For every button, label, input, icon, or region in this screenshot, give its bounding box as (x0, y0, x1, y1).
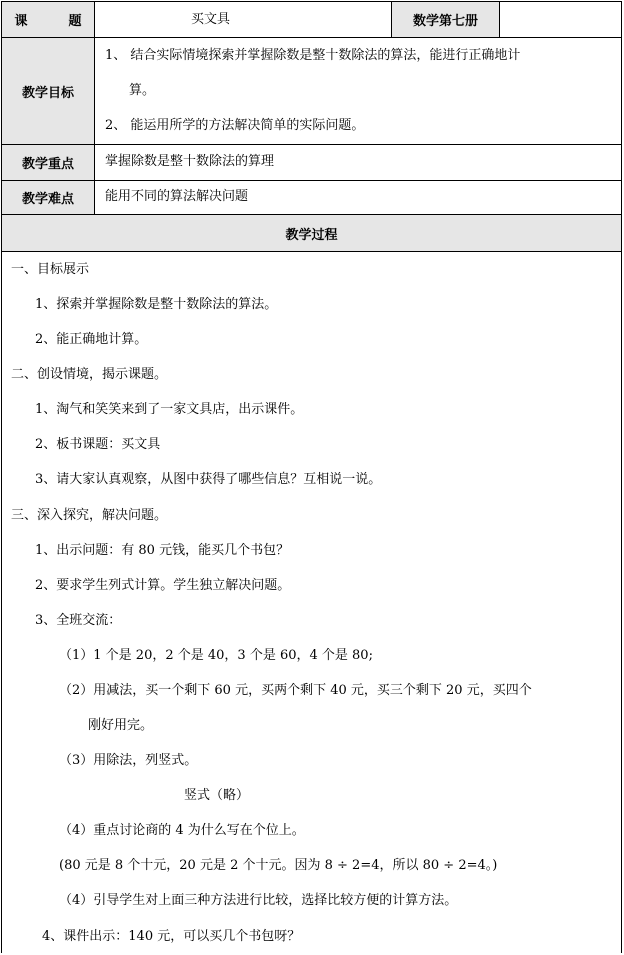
objectives-label-cell (1, 37, 95, 145)
book-label: 数学第七册 (412, 14, 478, 29)
process-line: （4）引导学生对上面三种方法进行比较，选择比较方便的计算方法。 (59, 893, 458, 908)
title-label: 课 题 (14, 14, 100, 29)
difficulty-label-cell (1, 180, 95, 215)
book-cell (391, 1, 500, 38)
process-line: 3、全班交流： (35, 613, 122, 628)
process-line: （2）用减法，买一个剩下 60 元，买两个剩下 40 元，买三个剩下 20 元，买四个 (59, 683, 532, 698)
process-line: 1、出示问题：有 80 元钱，能买几个书包？ (35, 543, 290, 558)
key-point-label: 教学重点 (21, 157, 74, 172)
objective-item: 2、 能运用所学的方法解决简单的实际问题。 (105, 118, 365, 133)
title-label-cell (1, 1, 100, 38)
process-line: 1、淘气和笑笑来到了一家文具店，出示课件。 (35, 402, 304, 417)
difficulty-label: 教学难点 (21, 192, 74, 207)
difficulty-text: 能用不同的算法解决问题 (105, 189, 249, 204)
title-value: 买文具 (191, 12, 231, 27)
objectives-content-cell (94, 37, 622, 145)
process-line: 3、请大家认真观察，从图中获得了哪些信息？互相说一说。 (35, 472, 382, 487)
key-point-content-cell (94, 144, 622, 181)
empty-header-cell (499, 1, 622, 38)
process-line: （1）1 个是 20，2 个是 40，3 个是 60，4 个是 80; (59, 648, 373, 663)
process-line: (80 元是 8 个十元，20 元是 2 个十元。因为 8 ÷ 2=4，所以 80 ÷ 2=4。) (59, 858, 498, 873)
process-line: 1、探索并掌握除数是整十数除法的算法。 (35, 297, 278, 312)
objective-item: 算。 (129, 83, 156, 98)
process-title-cell (1, 214, 622, 252)
process-line: 刚好用完。 (88, 718, 154, 733)
process-line: 2、板书课题：买文具 (35, 437, 161, 452)
key-point-label-cell (1, 144, 95, 181)
key-point-text: 掌握除数是整十数除法的算理 (105, 154, 275, 169)
process-line: （3）用除法，列竖式。 (59, 753, 198, 768)
process-body-cell (1, 251, 622, 953)
objective-item: 1、 结合实际情境探索并掌握除数是整十数除法的算法，能进行正确地计 (105, 48, 521, 63)
process-line: 2、要求学生列式计算。学生独立解决问题。 (35, 578, 291, 593)
lesson-plan-table (1, 1, 622, 953)
process-line: （4）重点讨论商的 4 为什么写在个位上。 (59, 823, 305, 838)
title-value-cell (94, 1, 392, 38)
process-line: 二、创设情境，揭示课题。 (11, 367, 168, 382)
difficulty-content-cell (94, 180, 622, 215)
process-title: 教学过程 (285, 227, 338, 243)
process-line: 4、课件出示：140 元，可以买几个书包呀？ (42, 929, 301, 944)
process-line: 一、目标展示 (11, 262, 90, 277)
process-line: 2、能正确地计算。 (35, 332, 148, 347)
process-line: 三、深入探究，解决问题。 (11, 508, 168, 523)
process-line: 竖式（略） (184, 788, 250, 803)
objectives-label: 教学目标 (21, 85, 74, 101)
